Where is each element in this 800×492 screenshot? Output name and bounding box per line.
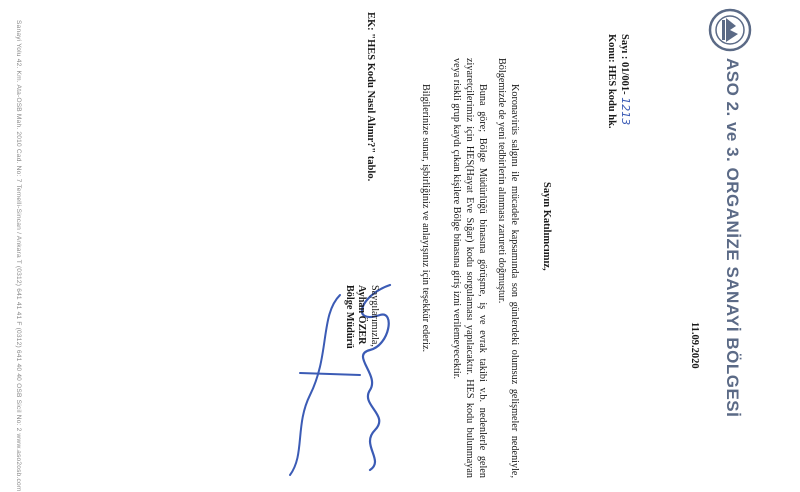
reference-number-label: Sayı : 01/001- — [619, 34, 630, 95]
signer-name: Ayhan ÖZER — [356, 285, 368, 345]
aso-osb-logo-icon — [708, 8, 752, 52]
salutation: Sayın Katılımcımız, — [541, 182, 552, 271]
reference-number-handwritten: 1213 — [619, 97, 632, 126]
body-paragraph-2: Buna göre; Bölge Müdürlüğü binasına görüşme, iş ve evrak takibi v.b. nedenlerle gelen ziyaretçilerimiz için HES(Hayat Eve Sığar) kodu sorgulaması yapılacaktır. HES kodu bulunmayan veya riskli grup kaydı çıkan kişilere Bölge binasına giriş izni verilemeyecektir. — [451, 58, 488, 478]
letter-date: 11.09.2020 — [689, 322, 700, 369]
body-paragraph-1: Koronavirüs salgını ile mücadele kapsamında son günlerdeki olumsuz gelişmeler nedeniyle, Bölgemizde de yeni tedbirlerin alınması zarureti doğmuştur. — [496, 58, 520, 478]
closing-block — [343, 285, 381, 349]
closing-regards: Saygılarımızla, — [369, 285, 380, 347]
body-paragraph-3: Bilgilerinize sunar, işbirliğiniz ve anlayışınız için teşekkür ederiz. — [420, 84, 431, 353]
subject-line: Konu: HES kodu hk. — [606, 34, 617, 129]
attachment-note: EK: "HES Kodu Nasıl Alınır?" tablo. — [365, 12, 376, 182]
signer-title: Bölge Müdürü — [344, 285, 355, 349]
reference-number — [619, 34, 632, 125]
handwritten-signature — [280, 255, 400, 485]
footer-contact: Sanayi Yolu 42. Km. Ata-OSB Mah. 2010 Cad. No: 7 Temelli-Sincan / Ankara T (0312) 641 41 41 F (0312) 641 40 40 OSB Sicil No: 2 www.aso2osb.com — [15, 20, 22, 492]
organization-name: ASO 2. ve 3. ORGANİZE SANAYİ BÖLGESİ — [723, 58, 742, 418]
